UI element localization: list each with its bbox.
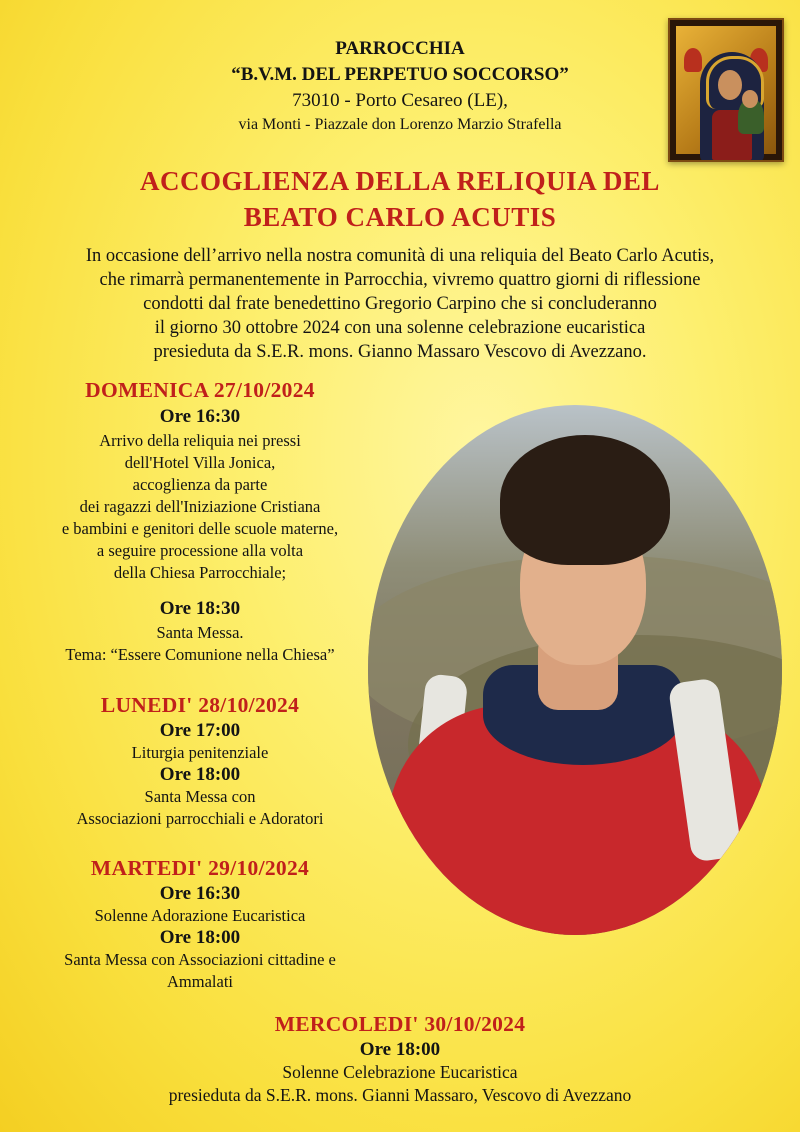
event-time: Ore 18:30 (159, 598, 241, 619)
child-face (742, 90, 758, 108)
intro-line: presieduta da S.E.R. mons. Gianno Massaro Vescovo di Avezzano. (153, 342, 647, 362)
event-time: Ore 16:30 (159, 406, 241, 427)
event-time: Ore 18:00 (359, 1039, 441, 1060)
intro-line: In occasione dell’arrivo nella nostra comunità di una reliquia del Beato Carlo Acutis, (85, 246, 715, 266)
event-description (40, 1061, 760, 1107)
event-line: Santa Messa con (144, 787, 256, 806)
event-line: Liturgia penitenziale (131, 743, 269, 762)
day-heading: LUNEDI' 28/10/2024 (100, 693, 300, 717)
event-line: Santa Messa. (156, 623, 244, 642)
event-time: Ore 17:00 (159, 720, 241, 741)
day-heading: MERCOLEDI' 30/10/2024 (274, 1012, 526, 1036)
carlo-acutis-photo (368, 405, 782, 935)
event-description (0, 949, 400, 993)
event-line: Solenne Adorazione Eucaristica (94, 906, 306, 925)
intro-line: che rimarrà permanentemente in Parrocchia, vivremo quattro giorni di riflessione (99, 270, 701, 290)
event-description (0, 430, 400, 584)
event-time: Ore 18:00 (159, 927, 241, 948)
event-time: Ore 16:30 (159, 883, 241, 904)
event-title-line2: BEATO CARLO ACUTIS (243, 202, 557, 232)
day-wednesday (40, 1012, 760, 1107)
day-heading: DOMENICA 27/10/2024 (85, 378, 315, 402)
event-line: e bambini e genitori delle scuole materne, (61, 519, 339, 538)
event-line: Arrivo della reliquia nei pressi (99, 431, 301, 450)
event-line: dei ragazzi dell'Iniziazione Cristiana (79, 497, 321, 516)
event-description (0, 786, 400, 830)
parish-address: via Monti - Piazzale don Lorenzo Marzio Strafella (238, 116, 562, 133)
intro-line: il giorno 30 ottobre 2024 con una solenne celebrazione eucaristica (154, 318, 646, 338)
event-line: a seguire processione alla volta (96, 541, 304, 560)
day-sunday (0, 378, 400, 666)
photo-hair (500, 435, 670, 565)
event-line: della Chiesa Parrocchiale; (113, 563, 287, 582)
day-tuesday (0, 856, 400, 993)
intro-paragraph (20, 244, 780, 364)
parish-label: PARROCCHIA (335, 38, 465, 59)
parish-city: 73010 - Porto Cesareo (LE), (292, 90, 508, 111)
event-description (0, 622, 400, 666)
event-line: Solenne Celebrazione Eucaristica (282, 1062, 518, 1082)
event-line: Tema: “Essere Comunione nella Chiesa” (65, 645, 335, 664)
event-title-line1: ACCOGLIENZA DELLA RELIQUIA DEL (140, 166, 660, 196)
madonna-face (718, 70, 742, 100)
event-line: Ammalati (167, 972, 233, 991)
event-line: Santa Messa con Associazioni cittadine e (64, 950, 336, 969)
day-heading: MARTEDI' 29/10/2024 (90, 856, 310, 880)
event-line: Associazioni parrocchiali e Adoratori (76, 809, 324, 828)
day-monday (0, 693, 400, 830)
event-line: accoglienza da parte (132, 475, 268, 494)
event-line: dell'Hotel Villa Jonica, (124, 453, 276, 472)
parish-name: “B.V.M. DEL PERPETUO SOCCORSO” (231, 64, 569, 85)
intro-line: condotti dal frate benedettino Gregorio Carpino che si concluderanno (143, 294, 657, 314)
event-time: Ore 18:00 (159, 764, 241, 785)
event-line: presieduta da S.E.R. mons. Gianni Massaro, Vescovo di Avezzano (168, 1085, 632, 1105)
